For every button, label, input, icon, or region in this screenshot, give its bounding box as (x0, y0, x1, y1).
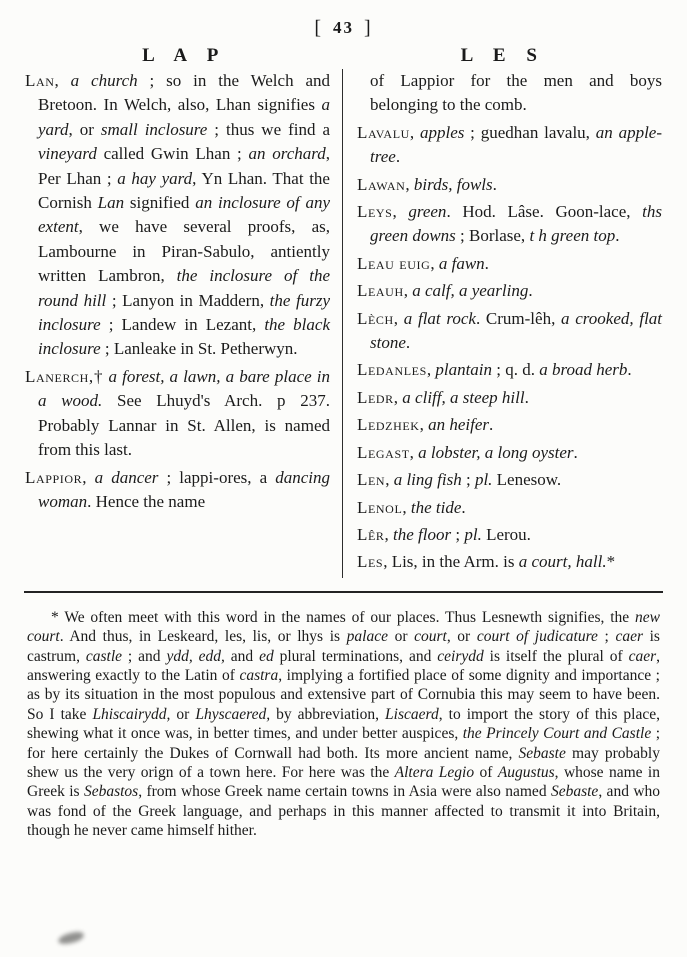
entry-text: . (395, 147, 401, 167)
entry-text: a court, hall. (518, 552, 607, 572)
page-header (0, 0, 687, 39)
dictionary-entry (25, 466, 330, 515)
dictionary-entry (357, 386, 662, 410)
entry-text: by abbreviation, (270, 705, 386, 723)
dictionary-columns (0, 67, 687, 578)
entry-text: . (615, 226, 620, 246)
entry-text: . (405, 333, 411, 353)
entry-text: an apple-tree (370, 122, 662, 167)
entry-text: , Per Lhan ; (38, 144, 331, 188)
entry-text: birds, fowls (413, 174, 493, 194)
entry-text: ,† (88, 366, 109, 386)
entry-text: t h green top (529, 226, 616, 246)
entry-text: the Princely Court and Castle (462, 725, 652, 743)
headword: Len (357, 470, 386, 490)
entry-text: the black inclosure (38, 315, 330, 359)
entry-text: ; so in the Welch and Bretoon. In Welch, also, Lhan signifies (38, 71, 331, 115)
headword: Leys (357, 202, 393, 222)
headword: Legast (357, 442, 410, 462)
entry-text: ; (451, 524, 465, 544)
right-column (343, 69, 662, 578)
entry-text: ; Landew in Lezant, (100, 315, 265, 335)
entry-text: . (573, 442, 578, 462)
headword: Ledanles (357, 360, 427, 380)
entry-text: Lhyscaered, (195, 705, 271, 723)
dictionary-entry (357, 173, 662, 197)
entry-text: , implying a fortified place of some dignity and importance ; as by its situation in the most populous and extensive part of Cornubia this may seem to have been. So I take (27, 666, 660, 723)
entry-text: court of judicature (476, 628, 598, 646)
headword: Lanerch (25, 366, 89, 386)
entry-text: pl. (474, 470, 493, 490)
dictionary-entry (357, 413, 662, 437)
entry-text: , or (68, 119, 101, 139)
headword: Ledr (357, 387, 394, 407)
entry-text: ; lappi-ores, a (158, 467, 276, 487)
entry-text: . (488, 415, 494, 435)
dictionary-entry (357, 252, 662, 276)
entry-text: , (393, 308, 404, 328)
headword: Lappior (25, 467, 83, 487)
headword: Lèch (357, 308, 394, 328)
entry-text: caer (615, 628, 644, 646)
entry-text: , (385, 470, 394, 490)
dictionary-entry (25, 365, 330, 463)
entry-text: plural terminations, and (273, 647, 438, 665)
entry-text: pl. (464, 524, 482, 544)
entry-text: Lenesow. (492, 470, 562, 490)
entry-text: called Gwin Lhan ; (96, 144, 249, 164)
entry-text: Liscaerd (385, 705, 439, 723)
dictionary-entry (357, 496, 662, 520)
entry-text: * We often meet with this word in the names of our places. Thus Lesnewth signifies, the (51, 608, 636, 626)
dictionary-entry (25, 69, 330, 362)
headword: Lan (25, 71, 55, 90)
entry-text: a hay yard (117, 168, 193, 188)
entry-text: a broad herb (539, 360, 628, 380)
entry-text: small inclosure (100, 119, 208, 139)
entry-text: the tide (410, 497, 462, 517)
entry-text: , (403, 281, 413, 301)
entry-text: , (409, 122, 420, 142)
entry-text: ; thus we find a (207, 119, 330, 139)
entry-text: , from whose Greek name certain towns in Asia were also named (138, 783, 551, 801)
entry-text: . (461, 497, 466, 517)
entry-text: . Hod. Lâse. Goon-lace, (446, 202, 643, 222)
headword: Les (357, 552, 384, 572)
entry-text: green (408, 202, 447, 222)
entry-text: , Lis, in the Arm. is (383, 552, 519, 572)
entry-text: a lobster, a long oyster (418, 442, 574, 462)
entry-text: castle (85, 647, 123, 665)
dictionary-entry (357, 468, 662, 492)
entry-text: . (528, 281, 533, 301)
entry-text: Lan (97, 193, 125, 213)
entry-text: ; Lanyon in Maddern, (106, 290, 270, 310)
entry-text: * (606, 552, 616, 572)
entry-text: . Hence the name (87, 491, 206, 511)
entry-text: Altera Legio (394, 763, 475, 781)
entry-text: a flat rock (403, 308, 476, 328)
dictionary-entry (357, 279, 662, 303)
entry-text: of Lappior for the men and boys belonging to the comb. (370, 71, 662, 115)
entry-text: castra (239, 666, 279, 684)
entry-text: dancing woman (38, 467, 331, 511)
footnote (0, 608, 687, 841)
entry-text: ed (259, 647, 274, 665)
dictionary-entry (357, 550, 662, 574)
headword: Lêr (357, 524, 385, 544)
entry-text: a fawn (438, 253, 485, 273)
entry-text: palace (346, 628, 388, 646)
entry-text: may probably shew us the very orign of a town here. For here was the (27, 744, 660, 781)
entry-text: ; q. d. (492, 360, 540, 380)
entry-text: of (474, 763, 498, 781)
entry-text: a ling fish (393, 470, 462, 490)
entry-text: . (627, 360, 632, 380)
entry-text: , (392, 202, 409, 222)
headword: Leauh (357, 281, 404, 301)
entry-text: ; and (122, 647, 167, 665)
entry-text: a church (70, 71, 138, 90)
entry-text: Sebastos (83, 783, 139, 801)
entry-text: the inclosure of the round hill (38, 266, 330, 310)
entry-text: a yard (38, 95, 330, 139)
entry-text: , (426, 360, 436, 380)
left-column (25, 69, 342, 578)
entry-text: the floor (393, 524, 452, 544)
left-column-header: L A P (142, 45, 227, 66)
headword: Lenol (357, 497, 403, 517)
entry-text: , (384, 524, 394, 544)
entry-text: is castrum, (27, 628, 660, 665)
entry-text: . And thus, in Leskeard, les, lis, or lhys is (59, 628, 347, 646)
entry-text: . (484, 253, 489, 273)
entry-text: , (82, 467, 95, 487)
entry-text: ; (597, 628, 616, 646)
entry-text: , or (446, 628, 477, 646)
entry-text: ; Borlase, (455, 226, 530, 246)
entry-text: . Crum-lêh, (475, 308, 562, 328)
footnote-rule (24, 591, 663, 593)
entry-text: ; Lanleake in St. Petherwyn. (100, 339, 298, 359)
entry-text: caer (628, 647, 657, 665)
dictionary-entry (357, 69, 662, 118)
entry-text: , (405, 174, 414, 194)
dictionary-entry (357, 523, 662, 547)
entry-text: ; for here certainly the Dukes of Cornwall had both. Its more ancient name, (27, 725, 661, 762)
entry-text: a forest, a lawn, a bare place in a wood. (38, 366, 330, 411)
entry-text: , and who was fond of the Greek language, and perhaps in this manner affected to transmit it into Britain, though he never came himself hither. (27, 783, 661, 840)
entry-text: Sebaste (518, 744, 566, 762)
entry-text: , (402, 497, 411, 517)
entry-text: the furzy inclosure (38, 290, 331, 335)
entry-text: , (430, 253, 439, 273)
entry-text: , we have several proofs, as, Lambourne in Piran-Sabulo, antiently written Lambron, (38, 217, 330, 286)
entry-text: an inclosure of any extent (38, 193, 330, 237)
entry-text: , (54, 71, 71, 90)
page-number: 43 (333, 18, 354, 37)
entry-text: , Yn Lhan. That the Cornish (38, 168, 330, 213)
entry-text: Augustus (497, 763, 555, 781)
dictionary-entry (357, 200, 662, 249)
entry-text: or (170, 705, 196, 723)
entry-text: ydd, edd, (166, 647, 225, 665)
entry-text: See Lhuyd's Arch. p 237. Probably Lannar in St. Allen, is named from this last. (38, 391, 331, 460)
headword: Lawan (357, 174, 406, 194)
entry-text: Lerou. (481, 524, 531, 544)
bracket-right: ] (364, 17, 373, 39)
dictionary-entry (357, 307, 662, 356)
entry-text: , answering exactly to the Latin of (27, 647, 660, 684)
entry-text: is itself the plural of (483, 647, 629, 665)
entry-text: new court (27, 608, 660, 646)
headword: Lavalu (357, 122, 410, 142)
bracket-left: [ (314, 17, 323, 39)
entry-text: ths green downs (370, 202, 662, 246)
dictionary-entry (357, 441, 662, 465)
entry-text: and (224, 647, 260, 665)
entry-text: a cliff, a steep hill (402, 387, 525, 407)
headword: Ledzhek (357, 415, 420, 435)
entry-text: , to import the story of this place, shewing what it once was, in better times, and under better auspices, (27, 705, 660, 743)
entry-text: apples (419, 122, 465, 142)
headword: Leau euig (357, 253, 431, 273)
entry-text: Lhiscairydd, (92, 705, 171, 723)
entry-text: plantain (435, 360, 493, 380)
entry-text: court (414, 628, 447, 646)
entry-text: ceirydd (437, 647, 484, 665)
dictionary-entry (357, 358, 662, 382)
entry-text: vineyard (38, 144, 97, 164)
entry-text: . (492, 174, 497, 194)
dictionary-entry (357, 121, 662, 170)
right-column-header: L E S (460, 45, 545, 66)
entry-text: signified (124, 193, 196, 213)
entry-text: . (524, 387, 529, 407)
ink-smudge (57, 930, 85, 945)
entry-text: a calf, a yearling (412, 281, 529, 301)
entry-text: a dancer (94, 467, 159, 487)
entry-text: an orchard (248, 144, 326, 164)
column-headers (0, 45, 687, 67)
entry-text: ; guedhan lavalu, (464, 122, 596, 142)
entry-text: , (419, 415, 429, 435)
entry-text: ; (461, 470, 475, 490)
entry-text: a crooked, flat stone (370, 308, 663, 353)
entry-text: or (387, 628, 415, 646)
entry-text: Sebaste (550, 783, 599, 801)
entry-text: , (409, 442, 419, 462)
entry-text: , whose name in Greek is (27, 763, 660, 801)
entry-text: an heifer (428, 415, 489, 435)
entry-text: , (393, 387, 403, 407)
